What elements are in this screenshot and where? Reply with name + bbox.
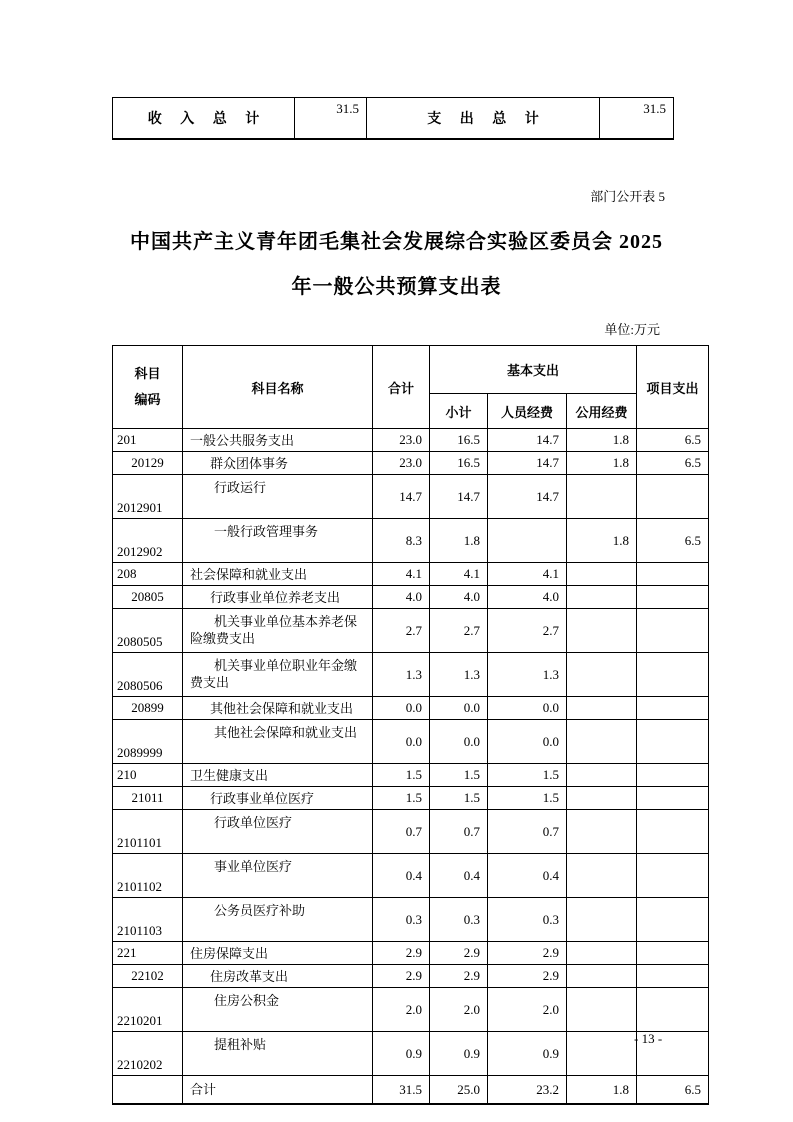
cell-public-funds: [567, 586, 637, 609]
cell-subject-name: 住房公积金: [183, 988, 373, 1032]
budget-expenditure-table: [112, 345, 709, 1105]
cell-total: 0.0: [373, 720, 430, 764]
expense-total-label: 支 出 总 计: [367, 98, 600, 140]
cell-total: 23.0: [373, 429, 430, 452]
cell-personnel-funds: 14.7: [488, 429, 567, 452]
cell-subject-name: 卫生健康支出: [183, 764, 373, 787]
cell-public-funds: [567, 854, 637, 898]
col-header-subject-code-line2: 编码: [134, 392, 161, 407]
cell-total: 4.1: [373, 563, 430, 586]
cell-project-expenditure: [637, 965, 709, 988]
cell-basic-subtotal: 4.1: [430, 563, 488, 586]
cell-subject-code: 20129: [113, 452, 183, 475]
cell-personnel-funds: 2.0: [488, 988, 567, 1032]
table-total-row: [113, 1076, 709, 1105]
cell-subject-name: 公务员医疗补助: [183, 898, 373, 942]
cell-personnel-funds: 0.0: [488, 697, 567, 720]
table-row: [113, 810, 709, 854]
page-title-line-1: 中国共产主义青年团毛集社会发展综合实验区委员会 2025: [130, 231, 663, 253]
cell-subject-code: 201: [113, 429, 183, 452]
cell-personnel-funds: 2.7: [488, 609, 567, 653]
summary-row: [113, 98, 674, 140]
cell-personnel-funds: [488, 519, 567, 563]
cell-subject-name: 行政运行: [183, 475, 373, 519]
cell-subject-code: 208: [113, 563, 183, 586]
cell-public-funds: [567, 810, 637, 854]
cell-basic-subtotal: 2.9: [430, 965, 488, 988]
cell-personnel-funds: 1.3: [488, 653, 567, 697]
cell-subject-code: 2101102: [113, 854, 183, 898]
income-total-value: 31.5: [295, 98, 367, 140]
cell-subject-code: 210: [113, 764, 183, 787]
cell-public-funds: [567, 988, 637, 1032]
cell-basic-subtotal: 2.7: [430, 609, 488, 653]
cell-basic-subtotal: 1.5: [430, 787, 488, 810]
cell-subject-name: 机关事业单位职业年金缴费支出: [183, 653, 373, 697]
cell-project-expenditure: [637, 787, 709, 810]
table-row: [113, 764, 709, 787]
table-row: [113, 563, 709, 586]
cell-basic-subtotal: 16.5: [430, 429, 488, 452]
page-title-line-2: 年一般公共预算支出表: [291, 276, 502, 298]
table-row: [113, 942, 709, 965]
cell-basic-subtotal: 0.7: [430, 810, 488, 854]
cell-subject-code: 2101101: [113, 810, 183, 854]
cell-basic-subtotal: 1.3: [430, 653, 488, 697]
cell-total: 0.4: [373, 854, 430, 898]
summary-totals-table: [112, 97, 674, 140]
cell-project-expenditure: [637, 586, 709, 609]
cell-subject-name: 住房保障支出: [183, 942, 373, 965]
page-number: - 13 -: [634, 1031, 663, 1046]
cell-subject-code: 20899: [113, 697, 183, 720]
cell-subject-name: 行政单位医疗: [183, 810, 373, 854]
cell-basic-subtotal: 0.9: [430, 1032, 488, 1076]
cell-basic-subtotal: 16.5: [430, 452, 488, 475]
expense-total-value: 31.5: [600, 98, 674, 140]
cell-basic-subtotal: 4.0: [430, 586, 488, 609]
cell-public-funds: [567, 720, 637, 764]
table-row: [113, 787, 709, 810]
income-total-label: 收 入 总 计: [113, 98, 295, 140]
cell-subject-code: 2012902: [113, 519, 183, 563]
cell-basic-subtotal: 1.5: [430, 764, 488, 787]
cell-public-funds: [567, 609, 637, 653]
cell-total: 1.3: [373, 653, 430, 697]
cell-public-funds: [567, 787, 637, 810]
cell-basic-subtotal: 2.9: [430, 942, 488, 965]
col-header-subtotal: 小计: [430, 394, 488, 429]
cell-subject-name: 机关事业单位基本养老保险缴费支出: [183, 609, 373, 653]
cell-total: 31.5: [373, 1076, 430, 1105]
cell-personnel-funds: 0.4: [488, 854, 567, 898]
cell-basic-subtotal: 2.0: [430, 988, 488, 1032]
cell-project-expenditure: [637, 764, 709, 787]
col-header-subject-name: 科目名称: [183, 346, 373, 429]
cell-subject-code: 22102: [113, 965, 183, 988]
table-row: [113, 609, 709, 653]
cell-project-expenditure: [637, 942, 709, 965]
table-row: [113, 519, 709, 563]
col-header-subject-code: [113, 346, 183, 429]
cell-personnel-funds: 14.7: [488, 452, 567, 475]
cell-subject-code: 2101103: [113, 898, 183, 942]
cell-personnel-funds: 0.9: [488, 1032, 567, 1076]
cell-basic-subtotal: 25.0: [430, 1076, 488, 1105]
cell-subject-code: 21011: [113, 787, 183, 810]
cell-personnel-funds: 4.0: [488, 586, 567, 609]
cell-project-expenditure: [637, 475, 709, 519]
cell-subject-name: 提租补贴: [183, 1032, 373, 1076]
page-title: [0, 220, 793, 310]
cell-subject-name: 行政事业单位医疗: [183, 787, 373, 810]
cell-project-expenditure: [637, 697, 709, 720]
department-table-label: 部门公开表 5: [590, 189, 665, 204]
cell-subject-code: 2080505: [113, 609, 183, 653]
cell-total: 14.7: [373, 475, 430, 519]
cell-subject-name: 其他社会保障和就业支出: [183, 720, 373, 764]
cell-personnel-funds: 1.5: [488, 764, 567, 787]
table-row: [113, 475, 709, 519]
cell-public-funds: [567, 475, 637, 519]
cell-total: 0.0: [373, 697, 430, 720]
cell-personnel-funds: 1.5: [488, 787, 567, 810]
cell-public-funds: 1.8: [567, 429, 637, 452]
cell-public-funds: [567, 697, 637, 720]
cell-public-funds: 1.8: [567, 1076, 637, 1105]
col-header-public-funds: 公用经费: [567, 394, 637, 429]
cell-total: 23.0: [373, 452, 430, 475]
table-row: [113, 854, 709, 898]
col-header-basic-expenditure-group: 基本支出: [430, 346, 637, 394]
cell-subject-code: 2012901: [113, 475, 183, 519]
cell-total: 0.9: [373, 1032, 430, 1076]
cell-public-funds: 1.8: [567, 452, 637, 475]
table-row: [113, 1032, 709, 1076]
cell-total: 8.3: [373, 519, 430, 563]
cell-personnel-funds: 4.1: [488, 563, 567, 586]
table-row: [113, 586, 709, 609]
cell-project-expenditure: [637, 854, 709, 898]
cell-basic-subtotal: 14.7: [430, 475, 488, 519]
cell-subject-code: [113, 1076, 183, 1105]
cell-total: 0.3: [373, 898, 430, 942]
cell-public-funds: [567, 898, 637, 942]
cell-total: 1.5: [373, 764, 430, 787]
cell-public-funds: [567, 653, 637, 697]
cell-project-expenditure: [637, 653, 709, 697]
cell-public-funds: [567, 563, 637, 586]
cell-subject-code: 20805: [113, 586, 183, 609]
cell-project-expenditure: [637, 898, 709, 942]
table-body: [113, 429, 709, 1105]
col-header-personnel-funds: 人员经费: [488, 394, 567, 429]
cell-basic-subtotal: 0.4: [430, 854, 488, 898]
cell-personnel-funds: 0.3: [488, 898, 567, 942]
unit-note: 单位:万元: [604, 322, 660, 337]
cell-subject-name: 事业单位医疗: [183, 854, 373, 898]
cell-total: 2.0: [373, 988, 430, 1032]
cell-personnel-funds: 2.9: [488, 965, 567, 988]
col-header-project-expenditure: 项目支出: [637, 346, 709, 429]
cell-public-funds: [567, 965, 637, 988]
cell-subject-name: 一般行政管理事务: [183, 519, 373, 563]
cell-project-expenditure: 6.5: [637, 452, 709, 475]
cell-project-expenditure: 6.5: [637, 519, 709, 563]
cell-personnel-funds: 14.7: [488, 475, 567, 519]
cell-basic-subtotal: 0.0: [430, 720, 488, 764]
cell-total: 1.5: [373, 787, 430, 810]
cell-project-expenditure: [637, 988, 709, 1032]
table-row: [113, 697, 709, 720]
cell-subject-code: 2080506: [113, 653, 183, 697]
table-row: [113, 898, 709, 942]
cell-basic-subtotal: 0.0: [430, 697, 488, 720]
cell-public-funds: [567, 1032, 637, 1076]
table-row: [113, 965, 709, 988]
cell-subject-name: 合计: [183, 1076, 373, 1105]
cell-project-expenditure: 6.5: [637, 429, 709, 452]
cell-personnel-funds: 2.9: [488, 942, 567, 965]
col-header-total: 合计: [373, 346, 430, 429]
cell-subject-code: 221: [113, 942, 183, 965]
cell-project-expenditure: [637, 810, 709, 854]
cell-subject-name: 住房改革支出: [183, 965, 373, 988]
table-row: [113, 988, 709, 1032]
cell-total: 4.0: [373, 586, 430, 609]
cell-project-expenditure: [637, 720, 709, 764]
cell-subject-code: 2210202: [113, 1032, 183, 1076]
cell-subject-name: 行政事业单位养老支出: [183, 586, 373, 609]
cell-total: 0.7: [373, 810, 430, 854]
cell-subject-name: 其他社会保障和就业支出: [183, 697, 373, 720]
cell-project-expenditure: 6.5: [637, 1076, 709, 1105]
table-row: [113, 653, 709, 697]
cell-total: 2.9: [373, 965, 430, 988]
cell-public-funds: 1.8: [567, 519, 637, 563]
cell-public-funds: [567, 942, 637, 965]
col-header-subject-code-line1: 科目: [134, 366, 161, 381]
cell-personnel-funds: 0.7: [488, 810, 567, 854]
table-row: [113, 429, 709, 452]
cell-public-funds: [567, 764, 637, 787]
table-row: [113, 720, 709, 764]
cell-total: 2.7: [373, 609, 430, 653]
cell-personnel-funds: 23.2: [488, 1076, 567, 1105]
cell-subject-name: 一般公共服务支出: [183, 429, 373, 452]
cell-subject-name: 群众团体事务: [183, 452, 373, 475]
cell-subject-code: 2089999: [113, 720, 183, 764]
table-header-row-1: [113, 346, 709, 394]
cell-subject-code: 2210201: [113, 988, 183, 1032]
cell-project-expenditure: [637, 609, 709, 653]
cell-basic-subtotal: 0.3: [430, 898, 488, 942]
cell-basic-subtotal: 1.8: [430, 519, 488, 563]
table-row: [113, 452, 709, 475]
cell-subject-name: 社会保障和就业支出: [183, 563, 373, 586]
cell-personnel-funds: 0.0: [488, 720, 567, 764]
cell-total: 2.9: [373, 942, 430, 965]
cell-project-expenditure: [637, 563, 709, 586]
